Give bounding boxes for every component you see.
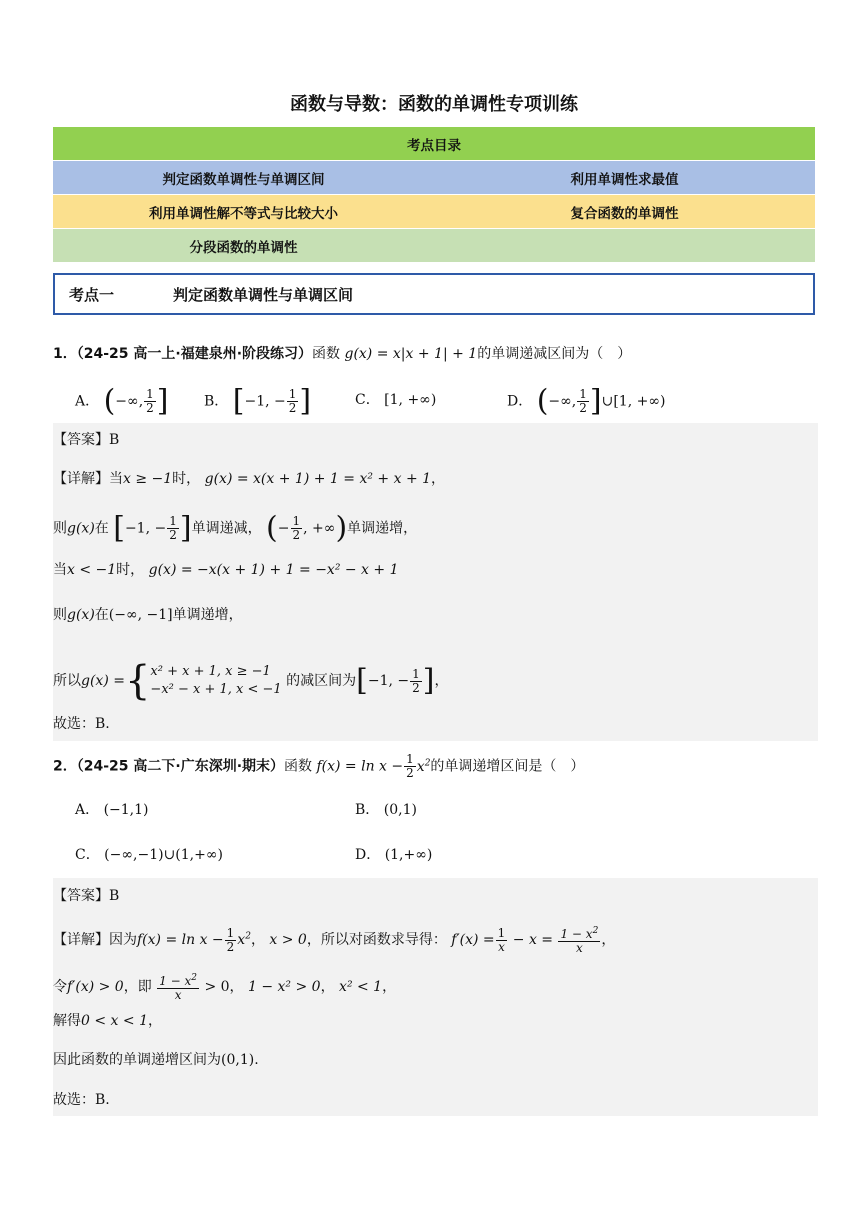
q1-option-b[interactable]: B． [−1, − $\frac{1}{2}$ ] <box>204 383 312 419</box>
section-title: 判定函数单调性与单调区间 <box>173 285 354 304</box>
q2-option-a[interactable]: A． (−1,1) <box>75 802 149 818</box>
topic-row-3 <box>53 229 815 263</box>
topic-row-2 <box>53 195 815 229</box>
q2-detail-3: 解得0 < x < 1， <box>53 1013 162 1029</box>
question-2-label: 2．（24-25 高二下·广东深圳·期末） <box>53 758 285 775</box>
section-number: 考点一 <box>69 285 115 304</box>
topic-link-composite[interactable]: 复合函数的单调性 <box>570 205 679 222</box>
question-2: 2．（24-25 高二下·广东深圳·期末）函数 f(x) = ln x − $\frac{1}{2}$ $x^2$的单调递增区间是（ ） <box>53 752 585 781</box>
q2-option-c[interactable]: C． (−∞,−1)∪(1,+∞) <box>75 847 223 863</box>
q2-detail-2: 令f′(x) > 0，即 $\frac{1 - x^2}{x}$ > 0， 1 − x² > 0， x² < 1， <box>53 973 397 1002</box>
q1-option-d-label: D． <box>507 393 533 410</box>
q1-option-a[interactable]: A． (−∞, $\frac{1}{2}$ ] <box>75 383 169 419</box>
topic-link-extreme-values[interactable]: 利用单调性求最值 <box>570 171 679 188</box>
topic-link-piecewise[interactable]: 分段函数的单调性 <box>189 239 298 256</box>
topic-link-inequalities[interactable]: 利用单调性解不等式与比较大小 <box>149 205 338 222</box>
q1-conclusion: 故选：B. <box>53 716 110 732</box>
q1-option-a-label: A． <box>75 393 100 410</box>
q2-answer: 【答案】B <box>53 888 120 904</box>
page-title: 函数与导数：函数的单调性专项训练 <box>290 94 578 115</box>
topic-table <box>53 127 815 263</box>
section-header <box>53 273 815 315</box>
question-1-function: g(x) = x|x + 1| + 1 <box>344 346 478 362</box>
q2-detail-4: 因此函数的单调递增区间为(0,1). <box>53 1052 259 1068</box>
q1-answer: 【答案】B <box>53 432 120 448</box>
q1-option-d[interactable]: D． (−∞, $\frac{1}{2}$ ]∪[1, +∞) <box>507 383 666 419</box>
q1-option-c-label: C． <box>355 392 380 408</box>
q1-detail-1: 【详解】当x ≥ −1时， g(x) = x(x + 1) + 1 = x² + x + 1， <box>53 471 446 487</box>
q1-option-c[interactable]: C． [1, +∞) <box>355 392 437 408</box>
q1-detail-3: 当x < −1时， g(x) = −x(x + 1) + 1 = −x² − x + 1 <box>53 562 399 578</box>
topic-table-header: 考点目录 <box>53 127 815 161</box>
q1-detail-5: 所以g(x) ={x² + x + 1, x ≥ −1 −x² − x + 1, x < −1 的减区间为[−1, − $\frac{1}{2}$ ]， <box>53 658 449 704</box>
q2-conclusion: 故选：B. <box>53 1092 110 1108</box>
q2-option-d[interactable]: D． (1,+∞) <box>355 847 433 863</box>
q1-detail-4: 则g(x)在(−∞, −1]单调递增， <box>53 607 243 623</box>
question-1-pre: 函数 <box>312 346 341 362</box>
question-1 <box>53 344 631 364</box>
q1-detail-2: 则g(x)在 [−1, − $\frac{1}{2}$ ]单调递减， (− $\frac{1}{2}$ , +∞)单调递增， <box>53 510 418 546</box>
topic-row-1 <box>53 161 815 195</box>
question-2-function: f(x) = ln x − <box>316 758 404 775</box>
topic-link-monotonicity-intervals[interactable]: 判定函数单调性与单调区间 <box>162 171 325 188</box>
question-1-label: 1．（24-25 高一上·福建泉州·阶段练习） <box>53 346 313 362</box>
q1-option-b-label: B． <box>204 393 229 410</box>
question-1-post: 的单调递减区间为（ ） <box>477 346 632 362</box>
q2-option-b[interactable]: B． (0,1) <box>355 802 417 818</box>
q2-detail-1: 【详解】因为f(x) = ln x − $\frac{1}{2}$ $x^2$， x > 0，所以对函数求导得： f′(x) = $\frac{1}{x}$ − x = $\frac{1 - x^2}{x}$ ， <box>53 925 616 955</box>
